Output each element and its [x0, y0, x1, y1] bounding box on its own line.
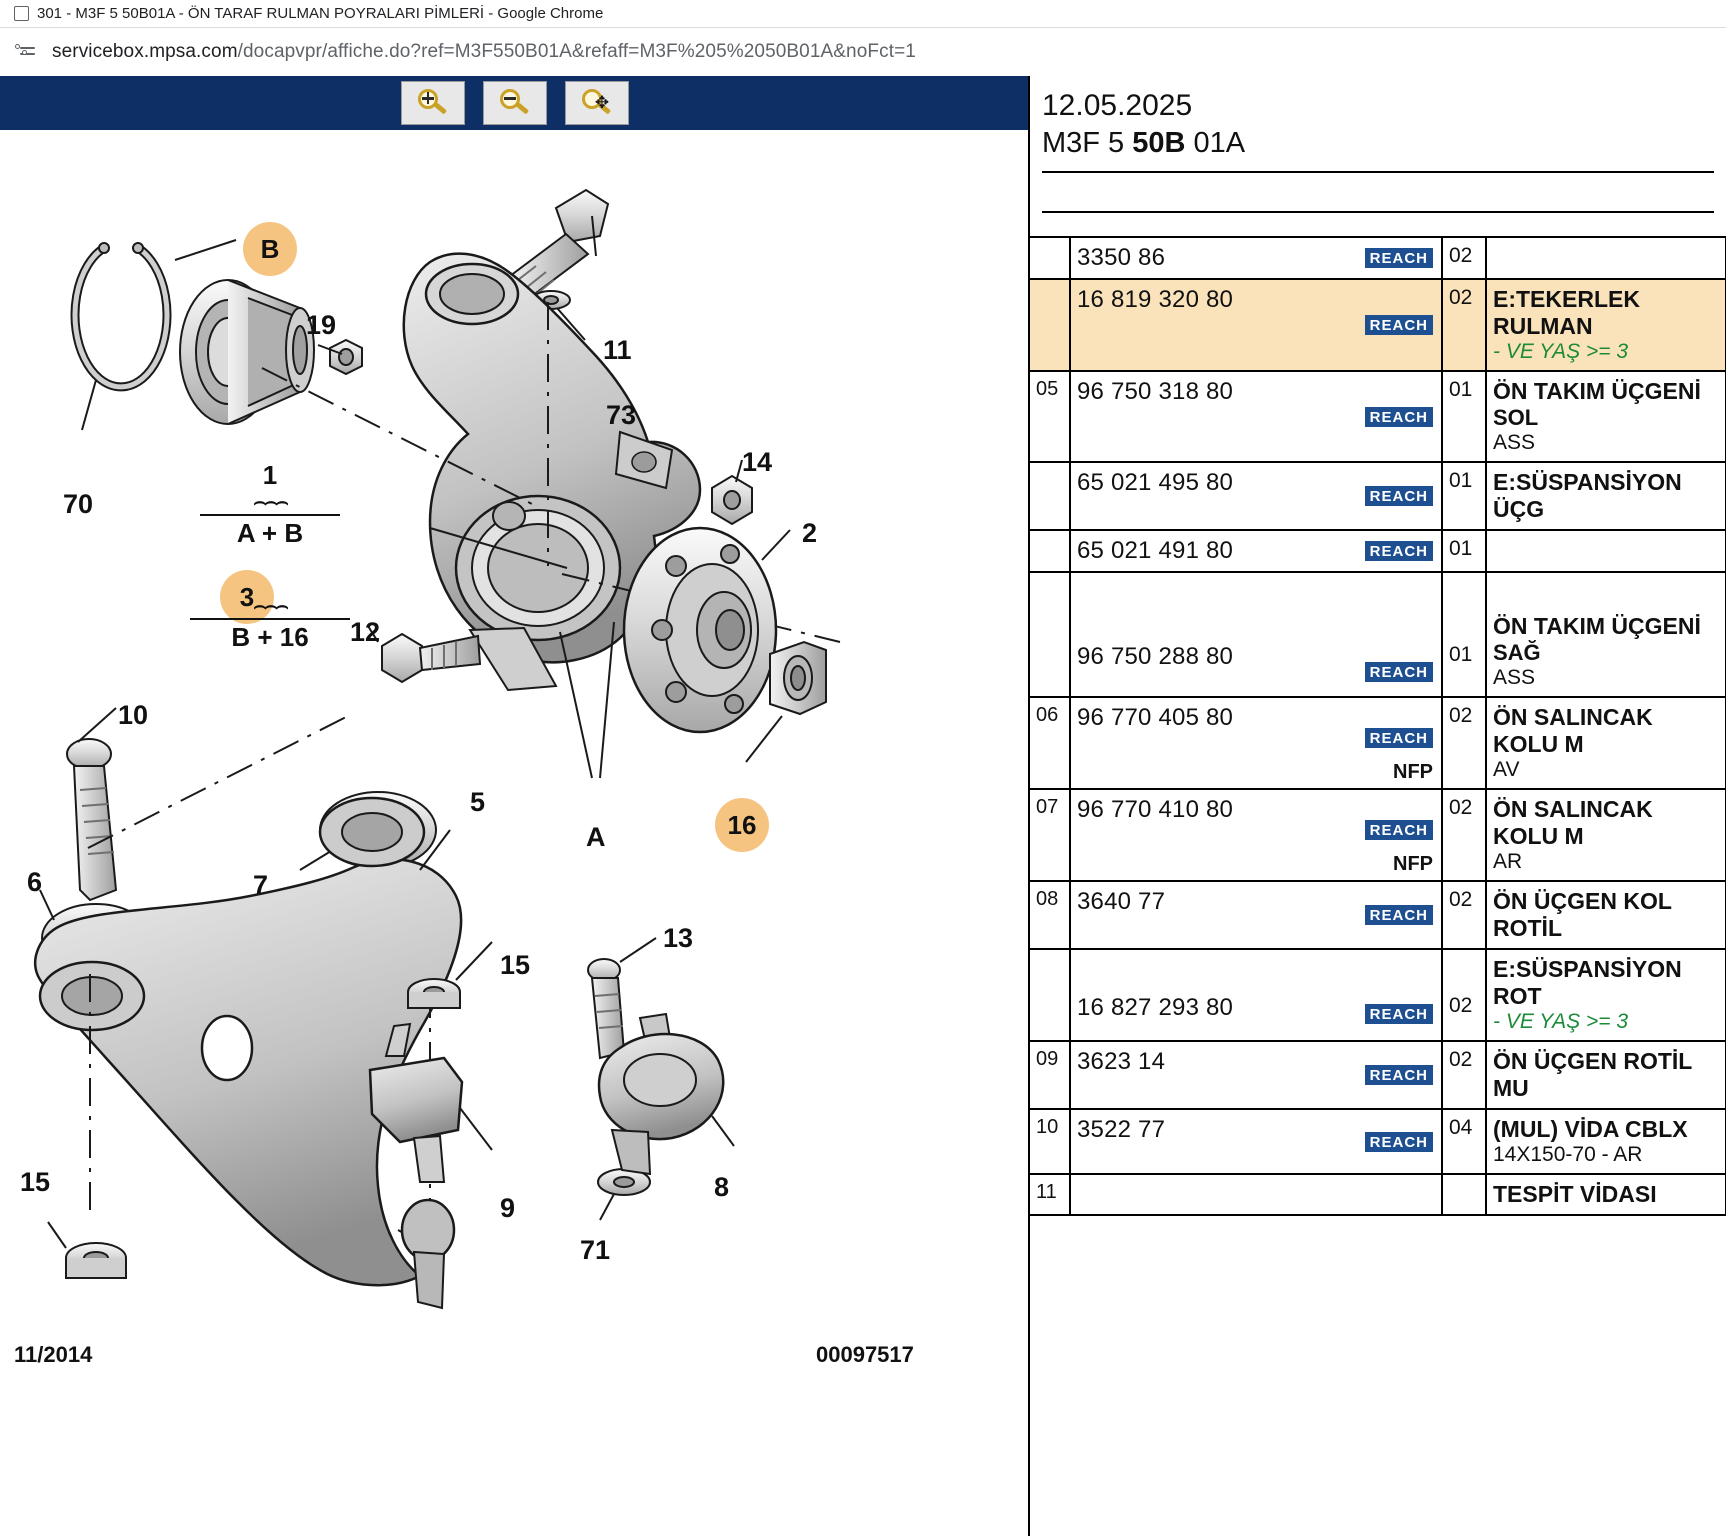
row-reference-cell[interactable]	[1070, 789, 1442, 881]
row-reference: 3640 77	[1077, 888, 1166, 915]
row-reference: 96 770 405 80	[1077, 704, 1234, 731]
part-label-70: 70	[63, 489, 94, 519]
row-quantity: 02	[1442, 881, 1486, 949]
part-label-2: 2	[802, 518, 818, 548]
part-label-9: 9	[500, 1193, 516, 1223]
part-label-15-lower: 15	[20, 1167, 51, 1197]
row-quantity: 01	[1442, 572, 1486, 697]
row-description-extra: AR	[1493, 850, 1523, 873]
row-quantity: 02	[1442, 949, 1486, 1041]
row-index: 07	[1030, 789, 1070, 881]
zoom-pan-icon: ✥	[580, 88, 614, 118]
group-a-plus-b-content: A + B	[200, 514, 340, 549]
table-row[interactable]	[1030, 1174, 1726, 1215]
table-row[interactable]	[1030, 949, 1726, 1041]
site-settings-icon[interactable]	[14, 41, 40, 63]
group-a-plus-b	[200, 460, 340, 549]
url-domain: servicebox.mpsa.com	[52, 40, 238, 62]
ref-suffix: 01A	[1185, 127, 1246, 159]
address-bar[interactable]	[0, 28, 1726, 75]
row-index	[1030, 279, 1070, 371]
row-reference: 16 819 320 80	[1077, 286, 1234, 313]
part-label-19: 19	[306, 310, 337, 340]
row-description	[1486, 572, 1726, 697]
row-index	[1030, 530, 1070, 572]
row-description-main: ÖN ÜÇGEN KOL ROTİL	[1493, 888, 1672, 941]
row-quantity: 01	[1442, 371, 1486, 462]
row-description	[1486, 237, 1726, 279]
row-reference-cell[interactable]	[1070, 371, 1442, 462]
row-description-extra: ASS	[1493, 666, 1536, 689]
table-row[interactable]	[1030, 371, 1726, 462]
part-label-14: 14	[742, 447, 773, 477]
row-description	[1486, 1109, 1726, 1174]
row-description	[1486, 371, 1726, 462]
row-quantity: 01	[1442, 462, 1486, 530]
part-label-13: 13	[663, 923, 694, 953]
ref-prefix: M3F 5	[1042, 127, 1133, 159]
callout-16[interactable]: 16	[715, 798, 769, 852]
brace-icon: ⌢⌢⌢	[253, 491, 287, 513]
row-description-main: ÖN ÜÇGEN ROTİL MU	[1493, 1048, 1692, 1101]
zoom-out-button[interactable]	[483, 81, 547, 125]
row-index: 10	[1030, 1109, 1070, 1174]
row-description-extra: AV	[1493, 758, 1520, 781]
row-index: 05	[1030, 371, 1070, 462]
zoom-in-icon	[416, 88, 450, 118]
row-description-extra: 14X150-70 - AR	[1493, 1143, 1643, 1166]
row-reference: 96 750 318 80	[1077, 378, 1234, 405]
row-description	[1486, 789, 1726, 881]
row-reference: 3522 77	[1077, 1116, 1166, 1143]
row-description-main: (MUL) VİDA CBLX	[1493, 1116, 1688, 1142]
row-description-main: E:SÜSPANSİYON ROT	[1493, 956, 1682, 1009]
suspension-assembly-svg	[0, 130, 1030, 1536]
callout-b[interactable]: B	[243, 222, 297, 276]
row-description	[1486, 949, 1726, 1041]
part-label-10: 10	[118, 700, 149, 730]
row-description-main: E:TEKERLEK RULMAN	[1493, 286, 1640, 339]
row-description	[1486, 530, 1726, 572]
parts-reference	[1042, 125, 1714, 163]
table-row[interactable]	[1030, 237, 1726, 279]
row-index	[1030, 572, 1070, 697]
reach-badge: REACH	[1365, 315, 1433, 335]
part-label-5: 5	[470, 787, 486, 817]
row-quantity: 02	[1442, 279, 1486, 371]
url-path: /docapvpr/affiche.do?ref=M3F550B01A&refaff=M3F%205%2050B01A&noFct=1	[237, 40, 916, 62]
reach-badge: REACH	[1365, 541, 1433, 561]
row-reference-cell[interactable]	[1070, 237, 1442, 279]
drawing-date-stamp: 11/2014	[14, 1342, 93, 1367]
page-content	[0, 76, 1726, 1536]
reach-badge: REACH	[1365, 1065, 1433, 1085]
row-description-side: SOL	[1493, 405, 1539, 430]
header-divider	[1042, 171, 1714, 213]
table-row[interactable]	[1030, 881, 1726, 949]
reach-badge: REACH	[1365, 486, 1433, 506]
row-quantity: 02	[1442, 1041, 1486, 1109]
row-index: 09	[1030, 1041, 1070, 1109]
row-reference-cell[interactable]	[1070, 1109, 1442, 1174]
row-reference: 16 827 293 80	[1077, 994, 1234, 1021]
row-description-main: E:SÜSPANSİYON ÜÇG	[1493, 469, 1682, 522]
row-description-main: TESPİT VİDASI	[1493, 1181, 1657, 1207]
row-reference-cell[interactable]	[1070, 697, 1442, 789]
group-b-plus-16	[190, 564, 350, 653]
pan-zoom-button[interactable]	[565, 81, 629, 125]
parts-date: 12.05.2025	[1042, 89, 1193, 122]
row-quantity: 02	[1442, 697, 1486, 789]
table-row[interactable]	[1030, 572, 1726, 697]
row-reference-cell[interactable]	[1070, 572, 1442, 697]
reach-badge: REACH	[1365, 1004, 1433, 1024]
row-reference: 96 770 410 80	[1077, 796, 1234, 823]
reach-badge: REACH	[1365, 1132, 1433, 1152]
parts-table[interactable]	[1030, 236, 1726, 1216]
row-quantity: 01	[1442, 530, 1486, 572]
part-label-15-upper: 15	[500, 950, 531, 980]
reach-badge: REACH	[1365, 905, 1433, 925]
part-label-6: 6	[27, 867, 43, 897]
row-reference: 65 021 495 80	[1077, 469, 1234, 496]
part-label-73: 73	[606, 400, 637, 430]
reach-badge: REACH	[1365, 728, 1433, 748]
row-description	[1486, 1174, 1726, 1215]
zoom-out-icon	[498, 88, 532, 118]
row-index: 08	[1030, 881, 1070, 949]
row-reference-cell[interactable]	[1070, 1174, 1442, 1215]
zoom-in-button[interactable]	[401, 81, 465, 125]
reach-badge: REACH	[1365, 662, 1433, 682]
row-description-note: - VE YAŞ >= 3	[1493, 1010, 1629, 1033]
part-label-71: 71	[580, 1235, 611, 1265]
row-description	[1486, 1041, 1726, 1109]
group-b-plus-16-content: B + 16	[190, 618, 350, 653]
callout-3[interactable]: 3	[220, 570, 274, 624]
row-reference-cell[interactable]	[1070, 530, 1442, 572]
row-reference: 96 750 288 80	[1077, 643, 1234, 670]
row-reference-cell[interactable]	[1070, 1041, 1442, 1109]
window-icon	[14, 6, 29, 21]
browser-chrome	[0, 0, 1726, 77]
row-reference: 3623 14	[1077, 1048, 1166, 1075]
reach-badge: REACH	[1365, 248, 1433, 268]
row-reference-cell[interactable]	[1070, 949, 1442, 1041]
row-description-side: SAĞ	[1493, 640, 1541, 665]
row-description-main: ÖN TAKIM ÜÇGENİ	[1493, 378, 1701, 404]
nfp-badge: NFP	[1393, 761, 1433, 783]
row-description	[1486, 462, 1726, 530]
row-index	[1030, 949, 1070, 1041]
row-description	[1486, 279, 1726, 371]
row-quantity: 02	[1442, 237, 1486, 279]
table-row[interactable]	[1030, 462, 1726, 530]
nfp-badge: NFP	[1393, 853, 1433, 875]
title-bar	[0, 0, 1726, 28]
parts-list-pane[interactable]	[1030, 76, 1726, 1536]
row-description-main: ÖN SALINCAK KOLU M	[1493, 796, 1653, 849]
part-label-a: A	[586, 822, 606, 852]
row-index	[1030, 237, 1070, 279]
part-label-11: 11	[603, 335, 632, 365]
tab-title: 301 - M3F 5 50B01A - ÖN TARAF RULMAN POYRALARI PİMLERİ - Google Chrome	[37, 5, 604, 22]
row-reference-cell[interactable]	[1070, 462, 1442, 530]
parts-table-body	[1030, 237, 1726, 1215]
row-description	[1486, 881, 1726, 949]
part-label-8: 8	[714, 1172, 730, 1202]
exploded-view-drawing[interactable]	[0, 130, 1030, 1536]
row-index: 11	[1030, 1174, 1070, 1215]
brace-icon-2: ⌢⌢⌢	[253, 595, 287, 617]
parts-header	[1030, 76, 1726, 213]
viewer-toolbar	[0, 76, 1030, 130]
table-row[interactable]	[1030, 279, 1726, 371]
part-label-12: 12	[350, 617, 381, 647]
row-description-main: ÖN SALINCAK KOLU M	[1493, 704, 1653, 757]
row-reference-cell[interactable]	[1070, 881, 1442, 949]
reach-badge: REACH	[1365, 407, 1433, 427]
table-row[interactable]	[1030, 1041, 1726, 1109]
part-label-7: 7	[253, 870, 269, 900]
row-index	[1030, 462, 1070, 530]
row-reference: 3350 86	[1077, 244, 1166, 271]
drawing-plate-number: 00097517	[816, 1342, 914, 1367]
row-description-note: - VE YAŞ >= 3	[1493, 340, 1629, 363]
row-quantity: 02	[1442, 789, 1486, 881]
reach-badge: REACH	[1365, 820, 1433, 840]
table-row[interactable]	[1030, 530, 1726, 572]
row-description-extra: ASS	[1493, 431, 1536, 454]
table-row[interactable]	[1030, 1109, 1726, 1174]
row-description-main: ÖN TAKIM ÜÇGENİ	[1493, 613, 1701, 639]
table-row[interactable]	[1030, 789, 1726, 881]
row-reference-cell[interactable]	[1070, 279, 1442, 371]
row-quantity: 04	[1442, 1109, 1486, 1174]
group-a-plus-b-number: 1	[262, 460, 278, 490]
drawing-viewer	[0, 76, 1030, 1536]
row-reference: 65 021 491 80	[1077, 537, 1234, 564]
table-row[interactable]	[1030, 697, 1726, 789]
url-text[interactable]	[52, 41, 916, 63]
row-description	[1486, 697, 1726, 789]
row-index: 06	[1030, 697, 1070, 789]
ref-bold: 50B	[1132, 127, 1186, 159]
row-quantity	[1442, 1174, 1486, 1215]
